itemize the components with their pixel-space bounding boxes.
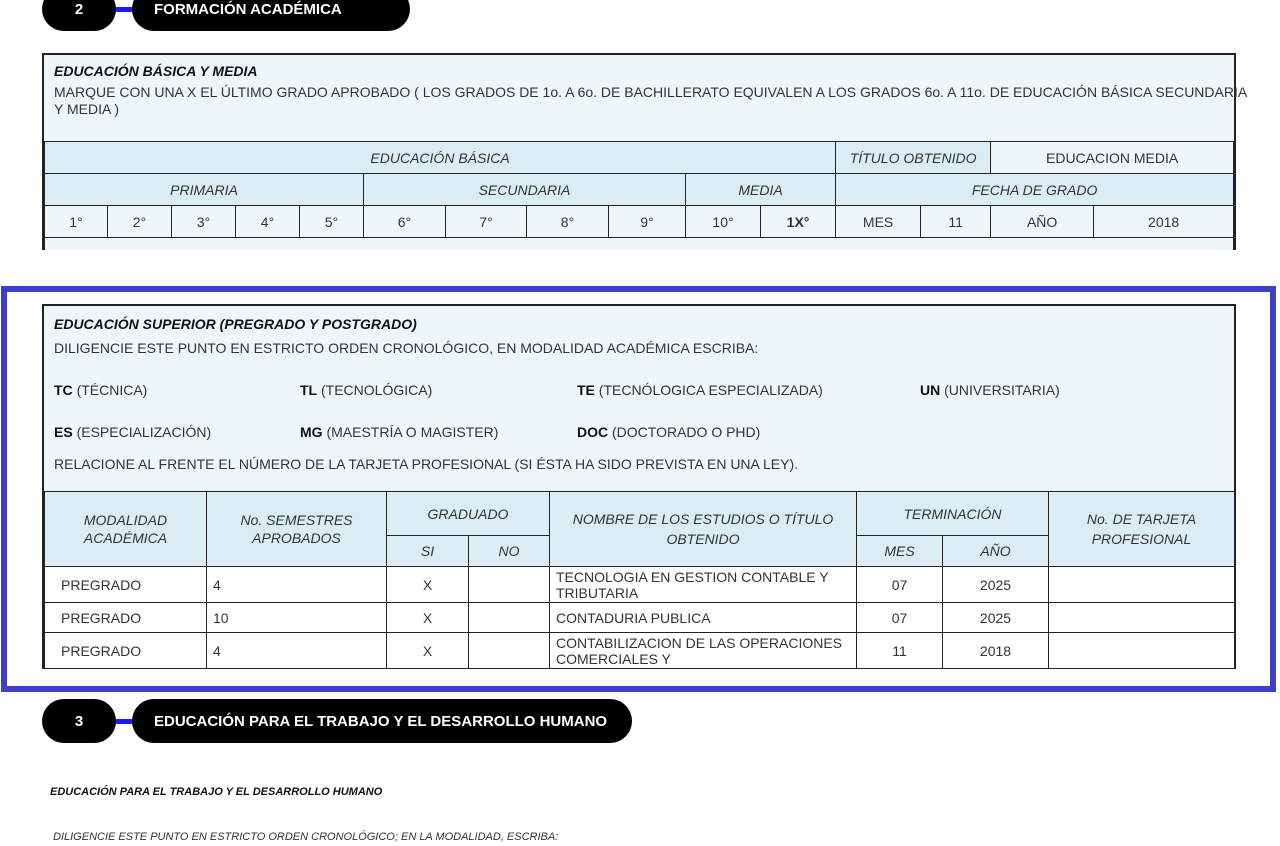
cell-tarjeta[interactable] [1049,603,1235,633]
table-row [45,633,1235,669]
mes-value[interactable]: 11 [921,206,991,238]
col-semestres: No. SEMESTRES APROBADOS [207,492,387,567]
cell-no[interactable] [469,603,550,633]
modality-te: TE (TECNÓLOGICA ESPECIALIZADA) [577,382,823,398]
grade-cell[interactable]: 5° [300,206,364,238]
grade-cell[interactable]: 8° [527,206,609,238]
modality-un: UN (UNIVERSITARIA) [920,382,1060,398]
modality-tc: TC (TÉCNICA) [54,382,148,398]
basica-title: EDUCACIÓN BÁSICA Y MEDIA [54,63,258,79]
superior-table [44,491,1235,669]
cell-anio[interactable]: 2025 [943,603,1049,633]
grade-cell[interactable]: 6° [364,206,446,238]
connector [116,7,132,12]
header-secundaria: SECUNDARIA [364,174,686,206]
cell-si[interactable]: X [387,603,469,633]
basica-table [44,141,1234,250]
titulo-obtenido-label: TÍTULO OBTENIDO [836,142,991,174]
modality-tl: TL (TECNOLÓGICA) [300,382,433,398]
col-si: SI [387,536,469,567]
superior-title: EDUCACIÓN SUPERIOR (PREGRADO Y POSTGRADO) [54,316,417,332]
cell-nombre[interactable]: TECNOLOGIA EN GESTION CONTABLE Y TRIBUTARIA [550,567,857,603]
header-media: MEDIA [686,174,836,206]
mes-label: MES [836,206,921,238]
grade-cell[interactable]: 3° [172,206,236,238]
cell-nombre[interactable]: CONTABILIZACION DE LAS OPERACIONES COMERCIALES Y [550,633,857,669]
section-3-header [42,699,632,743]
col-nombre: NOMBRE DE LOS ESTUDIOS O TÍTULO OBTENIDO [550,492,857,567]
grade-cell[interactable]: 9° [609,206,686,238]
grade-cell[interactable]: 10° [686,206,761,238]
cell-anio[interactable]: 2018 [943,633,1049,669]
table-row [45,603,1235,633]
anio-label: AÑO [991,206,1094,238]
grade-cell[interactable]: 7° [446,206,527,238]
superior-instruction: DILIGENCIE ESTE PUNTO EN ESTRICTO ORDEN CRONOLÓGICO, EN MODALIDAD ACADÉMICA ESCRIBA: [54,340,759,356]
tarjeta-note: RELACIONE AL FRENTE EL NÚMERO DE LA TARJETA PROFESIONAL (SI ÉSTA HA SIDO PREVISTA EN UNA LEY). [54,456,799,472]
cell-mes[interactable]: 11 [857,633,943,669]
cell-tarjeta[interactable] [1049,633,1235,669]
superior-box [42,304,1236,669]
spacer-row [45,238,1234,250]
cell-si[interactable]: X [387,633,469,669]
cell-mes[interactable]: 07 [857,603,943,633]
section-number: 3 [42,699,116,743]
cell-tarjeta[interactable] [1049,567,1235,603]
col-terminacion: TERMINACIÓN [857,492,1049,536]
col-no: NO [469,536,550,567]
titulo-obtenido-value[interactable]: EDUCACION MEDIA [991,142,1234,174]
col-anio: AÑO [943,536,1049,567]
grade-cell[interactable]: 4° [236,206,300,238]
cell-nombre[interactable]: CONTADURIA PUBLICA [550,603,857,633]
basica-instruction: MARQUE CON UNA X EL ÚLTIMO GRADO APROBADO ( LOS GRADOS DE 1o. A 6o. DE BACHILLERATO EQUIVALEN A LOS GRADOS 6o. A 11o. DE EDUCACIÓN BÁSICA SECUNDARIA Y MEDIA ) [54,84,1247,117]
cell-semestres[interactable]: 10 [207,603,387,633]
section-number: 2 [42,0,116,31]
cell-no[interactable] [469,633,550,669]
cell-semestres[interactable]: 4 [207,633,387,669]
col-modalidad: MODALIDAD ACADÉMICA [45,492,207,567]
section-3-instruction: DILIGENCIE ESTE PUNTO EN ESTRICTO ORDEN CRONOLÓGICO; EN LA MODALIDAD, ESCRIBA: [53,831,559,843]
cell-modalidad[interactable]: PREGRADO [45,567,207,603]
grade-cell[interactable]: 1° [45,206,108,238]
cell-no[interactable] [469,567,550,603]
section-2-header [42,0,410,31]
anio-value[interactable]: 2018 [1094,206,1234,238]
grade-cell[interactable]: 2° [108,206,172,238]
modality-mg: MG (MAESTRÍA O MAGISTER) [300,424,499,440]
modality-doc: DOC (DOCTORADO O PHD) [577,424,761,440]
col-tarjeta: No. DE TARJETA PROFESIONAL [1049,492,1235,567]
section-3-subtitle: EDUCACIÓN PARA EL TRABAJO Y EL DESARROLLO HUMANO [50,786,383,798]
header-educacion-basica: EDUCACIÓN BÁSICA [45,142,836,174]
header-primaria: PRIMARIA [45,174,364,206]
header-fecha-grado: FECHA DE GRADO [836,174,1234,206]
grade-cell-marked[interactable]: 1X° [761,206,836,238]
cell-modalidad[interactable]: PREGRADO [45,633,207,669]
cell-si[interactable]: X [387,567,469,603]
col-graduado: GRADUADO [387,492,550,536]
basica-media-box [42,53,1247,250]
cell-modalidad[interactable]: PREGRADO [45,603,207,633]
col-mes: MES [857,536,943,567]
section-title: FORMACIÓN ACADÉMICA [132,0,410,31]
cell-mes[interactable]: 07 [857,567,943,603]
connector [116,719,132,724]
cell-semestres[interactable]: 4 [207,567,387,603]
modality-es: ES (ESPECIALIZACIÓN) [54,424,212,440]
table-row [45,567,1235,603]
section-title: EDUCACIÓN PARA EL TRABAJO Y EL DESARROLLO HUMANO [132,699,632,743]
cell-anio[interactable]: 2025 [943,567,1049,603]
